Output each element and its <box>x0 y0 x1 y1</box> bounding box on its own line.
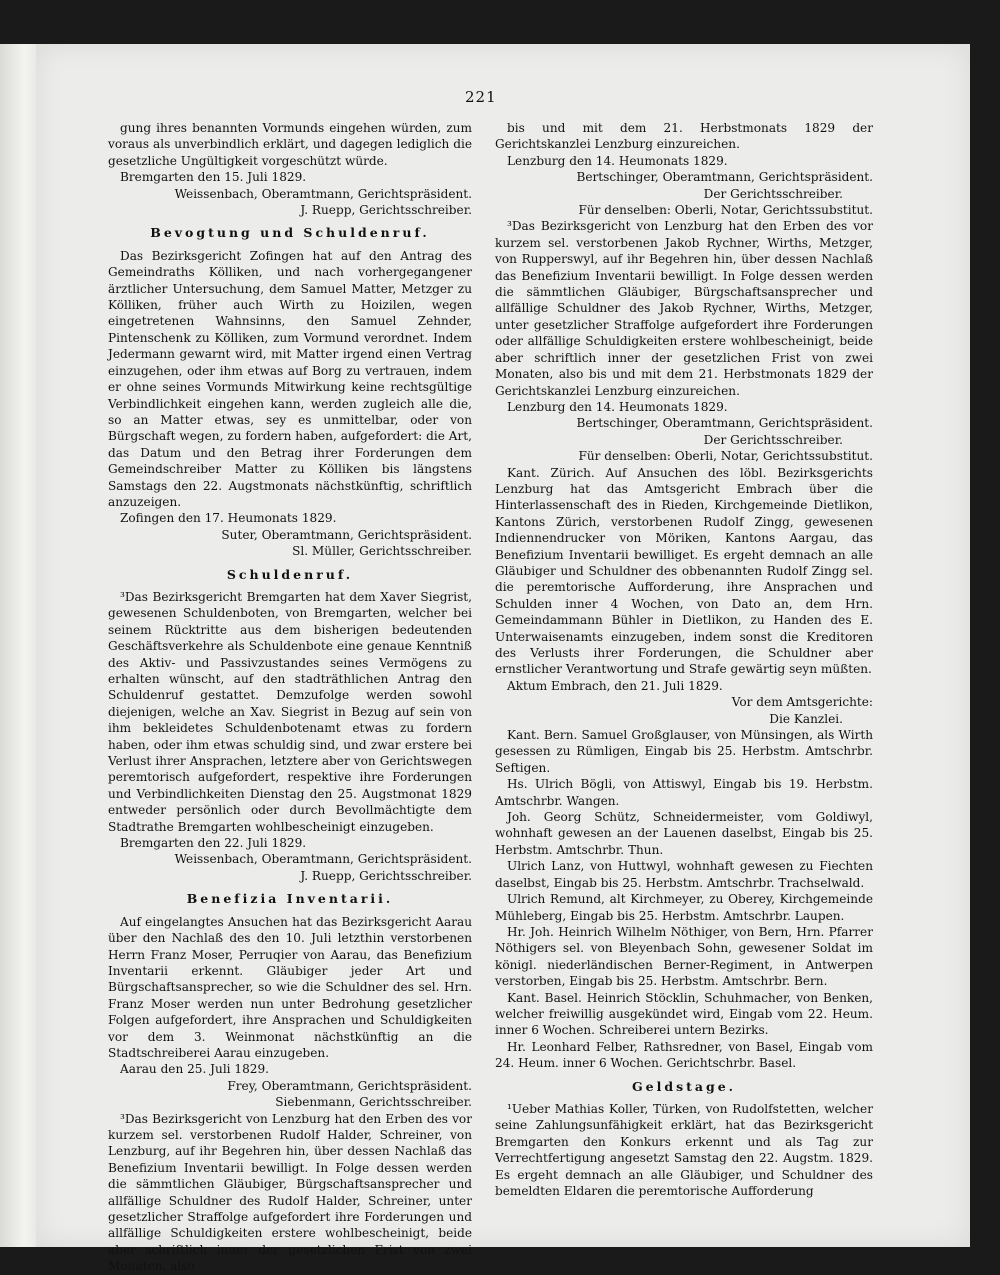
signature-line: Bertschinger, Oberamtmann, Gerichtspräsident. <box>576 170 873 185</box>
signature-line: Für denselben: Oberli, Notar, Gerichtssubstitut. <box>578 449 873 464</box>
paragraph: ³Das Bezirksgericht von Lenzburg hat den Erben des vor kurzem sel. verstorbenen Rudolf Halder, Schreiner, von Lenzburg, auf ihr Begehren hin, über dessen Nachlaß das Benefizium Inventarii bewilligt. In Folge dessen werden die sämmtlichen Gläubiger, Bürgschaftsansprecher und allfällige Schuldner des Rudolf Halder, Schreiner, unter gesetzlicher Straffolge aufgefordert ihre Forderungen und allfällige Schuldigkeiten erstere wohlbescheinigt, beide aber schriftlich inner der gesetzlichen Frist von zwei Monaten, also <box>108 1111 472 1274</box>
section-heading: Geldstage. <box>631 1078 737 1094</box>
section-heading: Benefizia Inventarii. <box>186 891 394 907</box>
signature-line: J. Ruepp, Gerichtsschreiber. <box>300 868 472 883</box>
signature-line: Sl. Müller, Gerichtsschreiber. <box>292 544 472 559</box>
dateline: Zofingen den 17. Heumonats 1829. <box>120 511 337 526</box>
page-fold <box>0 44 41 1247</box>
dateline: Aktum Embrach, den 21. Juli 1829. <box>507 678 723 693</box>
signature-line: Vor dem Amtsgerichte: <box>731 695 873 710</box>
left-column <box>108 120 472 1275</box>
signature-line: Bertschinger, Oberamtmann, Gerichtspräsident. <box>576 416 873 431</box>
paragraph: Kant. Basel. Heinrich Stöcklin, Schuhmacher, von Benken, welcher freiwillig ausgekündet wird, Eingab vom 22. Heum. inner 6 Wochen. Schreiberei untern Bezirks. <box>495 990 873 1038</box>
paragraph: Kant. Bern. Samuel Großglauser, von Münsingen, als Wirth gesessen zu Rümligen, Eingab bis 25. Herbstm. Amtschrbr. Seftigen. <box>495 728 873 775</box>
paragraph: bis und mit dem 21. Herbstmonats 1829 der Gerichtskanzlei Lenzburg einzureichen. <box>495 121 873 152</box>
paragraph: Kant. Zürich. Auf Ansuchen des löbl. Bezirksgerichts Lenzburg hat das Amtsgericht Embrach über die Hinterlassenschaft des in Rieden, Kirchgemeinde Dietlikon, Kantons Zürich, verstorbenen Rudolf Zingg, gewesenen Indiennendrucker von Möriken, Kantons Aargau, das Benefizium Inventarii bewilliget. Es ergeht demnach an alle Gläubiger und Schuldner des obbenannten Rudolf Zingg sel. die peremtorische Aufforderung, ihre Ansprachen und Schulden inner 4 Wochen, von Dato an, dem Hrn. Gemeindammann Bühler in Dietlikon, zu Handen des E. Unterwaisenamts einzugeben, indem sonst die Kreditoren des Verlusts ihrer Forderungen, die Schuldner aber ernstlicher Verantwortung und Strafe gewärtig seyn müßten. <box>495 465 873 677</box>
section-heading: Bevogtung und Schuldenruf. <box>150 225 430 241</box>
signature-line: Siebenmann, Gerichtsschreiber. <box>275 1095 472 1110</box>
page-number: 221 <box>465 88 497 106</box>
paragraph: Hs. Ulrich Bögli, von Attiswyl, Eingab bis 19. Herbstm. Amtschrbr. Wangen. <box>495 777 873 808</box>
signature-line: Die Kanzlei. <box>769 711 843 726</box>
right-column <box>495 120 873 1199</box>
paragraph: Joh. Georg Schütz, Schneidermeister, vom Goldiwyl, wohnhaft gewesen an der Lauenen daselbst, Eingab bis 25. Herbstm. Amtschrbr. Thun. <box>495 810 873 857</box>
section-heading: Schuldenruf. <box>226 566 354 582</box>
paragraph: ¹Ueber Mathias Koller, Türken, von Rudolfstetten, welcher seine Zahlungsunfähigkeit erklärt, hat das Bezirksgericht Bremgarten den Konkurs erkennt und als Tag zur Verrechtfertigung angesetzt Samstag den 22. Augstm. 1829. Es ergeht demnach an alle Gläubiger, und Schuldner des bemeldten Eldaren die peremtorische Aufforderung <box>495 1101 873 1198</box>
signature-line: Für denselben: Oberli, Notar, Gerichtssubstitut. <box>578 203 873 218</box>
dateline: Bremgarten den 15. Juli 1829. <box>120 170 307 185</box>
paragraph: Auf eingelangtes Ansuchen hat das Bezirksgericht Aarau über den Nachlaß des den 10. Juli letzthin verstorbenen Herrn Franz Moser, Perruqier von Aarau, das Benefizium Inventarii erkennt. Gläubiger jeder Art und Bürgschaftsansprecher, so wie die Schuldner des sel. Hrn. Franz Moser werden nun unter Bedrohung gesetzlicher Folgen aufgefordert, ihre Ansprachen und Schuldigkeiten vor dem 3. Weinmonat nächstkünftig an die Stadtschreiberei Aarau einzugeben. <box>108 914 472 1060</box>
dateline: Aarau den 25. Juli 1829. <box>120 1062 270 1077</box>
paragraph: ³Das Bezirksgericht von Lenzburg hat den Erben des vor kurzem sel. verstorbenen Jakob Rychner, Wirths, Metzger, von Rupperswyl, auf ihr Begehren hin, über dessen Nachlaß das Benefizium Inventarii bewilligt. In Folge dessen werden die sämmtlichen Gläubiger, Bürgschaftsansprecher und allfällige Schuldner des Jakob Rychner, Wirths, Metzger, unter gesetzlicher Straffolge aufgefordert ihre Forderungen oder allfällige Schuldigkeiten erstere wohlbescheinigt, beide aber schriftlich inner der gesetzlichen Frist von zwei Monaten, also bis und mit dem 21. Herbstmonats 1829 der Gerichtskanzlei Lenzburg einzureichen. <box>495 219 873 398</box>
signature-line: J. Ruepp, Gerichtsschreiber. <box>300 203 472 218</box>
paragraph: ³Das Bezirksgericht Bremgarten hat dem Xaver Siegrist, gewesenen Schuldenboten, von Bremgarten, welcher bei seinem Rücktritte aus dem bisherigen bedeutenden Geschäftsverkehre als Schuldenbote eine genaue Kenntniß des Aktiv- und Passivzustandes seines Vermögens zu erhalten wünscht, auf den stadträthlichen Antrag den Schuldenruf gestattet. Demzufolge werden sowohl diejenigen, welche an Xav. Siegrist in Bezug auf sein von ihm bekleidetes Schuldenbotenamt etwas zu fordern haben, oder ihm etwas schuldig sind, und zwar erstere bei Verlust ihrer Ansprachen, letztere aber von Gerichtswegen peremtorisch aufgefordert, respektive ihre Forderungen und Verbindlichkeiten Dienstag den 25. Augstmonat 1829 entweder persönlich oder durch Bevollmächtigte dem Stadtrathe Bremgarten wohlbescheinigt einzugeben. <box>108 589 472 834</box>
dateline: Bremgarten den 22. Juli 1829. <box>120 836 307 851</box>
signature-line: Der Gerichtsschreiber. <box>703 186 843 201</box>
paragraph: Ulrich Remund, alt Kirchmeyer, zu Oberey, Kirchgemeinde Mühleberg, Eingab bis 25. Herbstm. Amtschrbr. Laupen. <box>495 892 873 923</box>
paragraph: Das Bezirksgericht Zofingen hat auf den Antrag des Gemeindraths Kölliken, und nach vorhergegangener ärztlicher Untersuchung, dem Samuel Matter, Metzger zu Kölliken, früher auch Wirth zu Hoizilen, wegen eingetretenen Wahnsinns, den Samuel Zehnder, Pintenschenk zu Kölliken, zum Vormund verordnet. Indem Jedermann gewarnt wird, mit Matter irgend einen Vertrag einzugehen, oder ihm etwas auf Borg zu vertrauen, indem er ohne seines Vormunds Mitwirkung keine rechtsgültige Verbindlichkeit eingehen kann, werden zugleich alle die, so an Matter etwas, sey es unmittelbar, oder von Bürgschaft wegen, zu fordern haben, aufgefordert: die Art, das Datum und den Betrag ihrer Forderungen dem Gemeindschreiber Matter zu Kölliken bis längstens Samstags den 22. Augstmonats nächstkünftig, schriftlich anzuzeigen. <box>108 248 472 509</box>
signature-line: Suter, Oberamtmann, Gerichtspräsident. <box>221 527 472 542</box>
signature-line: Frey, Oberamtmann, Gerichtspräsident. <box>227 1078 472 1093</box>
paragraph: Hr. Leonhard Felber, Rathsredner, von Basel, Eingab vom 24. Heum. inner 6 Wochen. Gerichtschrbr. Basel. <box>495 1039 873 1071</box>
paragraph: Ulrich Lanz, von Huttwyl, wohnhaft gewesen zu Fiechten daselbst, Eingab bis 25. Herbstm. Amtschrbr. Trachselwald. <box>495 859 873 890</box>
dateline: Lenzburg den 14. Heumonats 1829. <box>507 399 728 414</box>
signature-line: Der Gerichtsschreiber. <box>703 432 843 447</box>
paragraph: gung ihres benannten Vormunds eingehen würden, zum voraus als unverbindlich erklärt, und dagegen lediglich die gesetzliche Ungültigkeit vorgeschützt würde. <box>108 121 472 168</box>
dateline: Lenzburg den 14. Heumonats 1829. <box>507 153 728 168</box>
signature-line: Weissenbach, Oberamtmann, Gerichtspräsident. <box>174 852 472 867</box>
paragraph: Hr. Joh. Heinrich Wilhelm Nöthiger, von Bern, Hrn. Pfarrer Nöthigers sel. von Bleyenbach Sohn, gewesener Soldat im königl. niederländischen Berner-Regiment, in Antwerpen verstorben, Eingab bis 25. Herbstm. Amtschrbr. Bern. <box>495 924 873 989</box>
signature-line: Weissenbach, Oberamtmann, Gerichtspräsident. <box>174 186 472 201</box>
